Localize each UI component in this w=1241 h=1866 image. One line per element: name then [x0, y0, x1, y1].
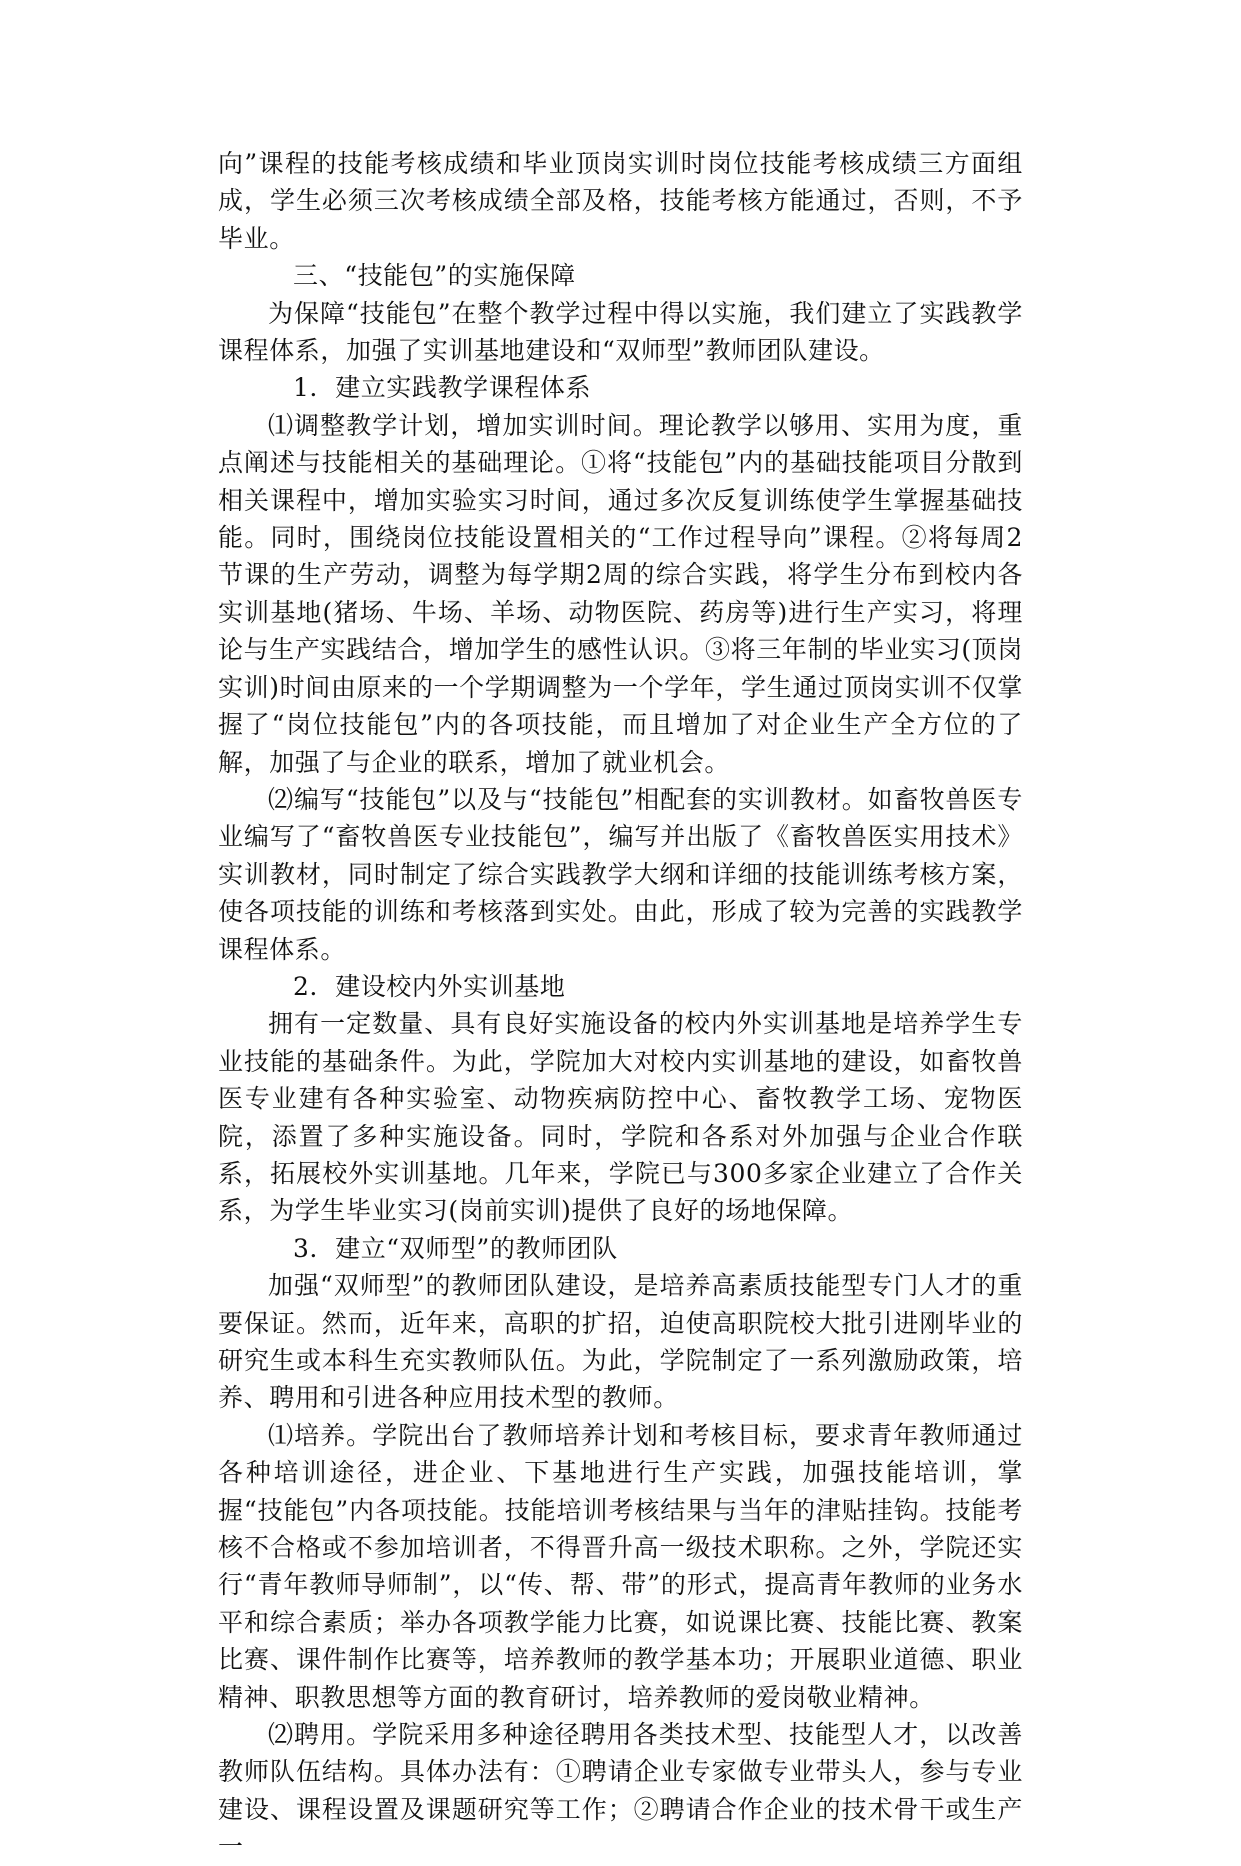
paragraph-intro: 为保障“技能包”在整个教学过程中得以实施，我们建立了实践教学课程体系，加强了实训基地建设和“双师型”教师团队建设。: [218, 298, 1023, 366]
paragraph-training-base: 拥有一定数量、具有良好实施设备的校内外实训基地是培养学生专业技能的基础条件。为此，学院加大对校内实训基地的建设，如畜牧兽医专业建有各种实验室、动物疾病防控中心、畜牧教学工场、宠物医院，添置了多种实施设备。同时，学院和各系对外加强与企业合作联系，拓展校外实训基地。几年来，学院已与300多家企业建立了合作关系，为学生毕业实习(岗前实训)提供了良好的场地保障。: [218, 1009, 1023, 1226]
subheading-teacher-team: 3．建立“双师型”的教师团队: [293, 1233, 618, 1263]
subheading-training-base: 2．建设校内外实训基地: [293, 971, 566, 1001]
paragraph-training: ⑴培养。学院出台了教师培养计划和考核目标，要求青年教师通过各种培训途径，进企业、下基地进行生产实践，加强技能培训，掌握“技能包”内各项技能。技能培训考核结果与当年的津贴挂钩。技能考核不合格或不参加培训者，不得晋升高一级技术职称。之外，学院还实行“青年教师导师制”，以“传、帮、带”的形式，提高青年教师的业务水平和综合素质；举办各项教学能力比赛，如说课比赛、技能比赛、教案比赛、课件制作比赛等，培养教师的教学基本功；开展职业道德、职业精神、职教思想等方面的教育研讨，培养教师的爱岗敬业精神。: [218, 1420, 1023, 1712]
paragraph-teacher-team: 加强“双师型”的教师团队建设，是培养高素质技能型专门人才的重要保证。然而，近年来，高职的扩招，迫使高职院校大批引进刚毕业的研究生或本科生充实教师队伍。为此，学院制定了一系列激励政策，培养、聘用和引进各种应用技术型的教师。: [218, 1271, 1023, 1413]
paragraph-hiring: ⑵聘用。学院采用多种途径聘用各类技术型、技能型人才，以改善教师队伍结构。具体办法有：①聘请企业专家做专业带头人，参与专业建设、课程设置及课题研究等工作；②聘请合作企业的技术骨干或生产一: [218, 1720, 1023, 1862]
paragraph-teaching-plan: ⑴调整教学计划，增加实训时间。理论教学以够用、实用为度，重点阐述与技能相关的基础理论。①将“技能包”内的基础技能项目分散到相关课程中，增加实验实习时间，通过多次反复训练使学生掌握基础技能。同时，围绕岗位技能设置相关的“工作过程导向”课程。②将每周2节课的生产劳动，调整为每学期2周的综合实践，将学生分布到校内各实训基地(猪场、牛场、羊场、动物医院、药房等)进行生产实习，将理论与生产实践结合，增加学生的感性认识。③将三年制的毕业实习(顶岗实训)时间由原来的一个学期调整为一个学年，学生通过顶岗实训不仅掌握了“岗位技能包”内的各项技能，而且增加了对企业生产全方位的了解，加强了与企业的联系，增加了就业机会。: [218, 410, 1023, 777]
document-page: [218, 145, 1023, 1866]
section-heading-implementation: 三、“技能包”的实施保障: [293, 261, 576, 291]
subheading-curriculum: 1．建立实践教学课程体系: [293, 373, 592, 403]
paragraph-textbooks: ⑵编写“技能包”以及与“技能包”相配套的实训教材。如畜牧兽医专业编写了“畜牧兽医专业技能包”，编写并出版了《畜牧兽医实用技术》实训教材，同时制定了综合实践教学大纲和详细的技能训练考核方案，使各项技能的训练和考核落到实处。由此，形成了较为完善的实践教学课程体系。: [218, 784, 1023, 964]
paragraph-continuation: 向”课程的技能考核成绩和毕业顶岗实训时岗位技能考核成绩三方面组成，学生必须三次考核成绩全部及格，技能考核方能通过，否则，不予毕业。: [218, 149, 1023, 253]
